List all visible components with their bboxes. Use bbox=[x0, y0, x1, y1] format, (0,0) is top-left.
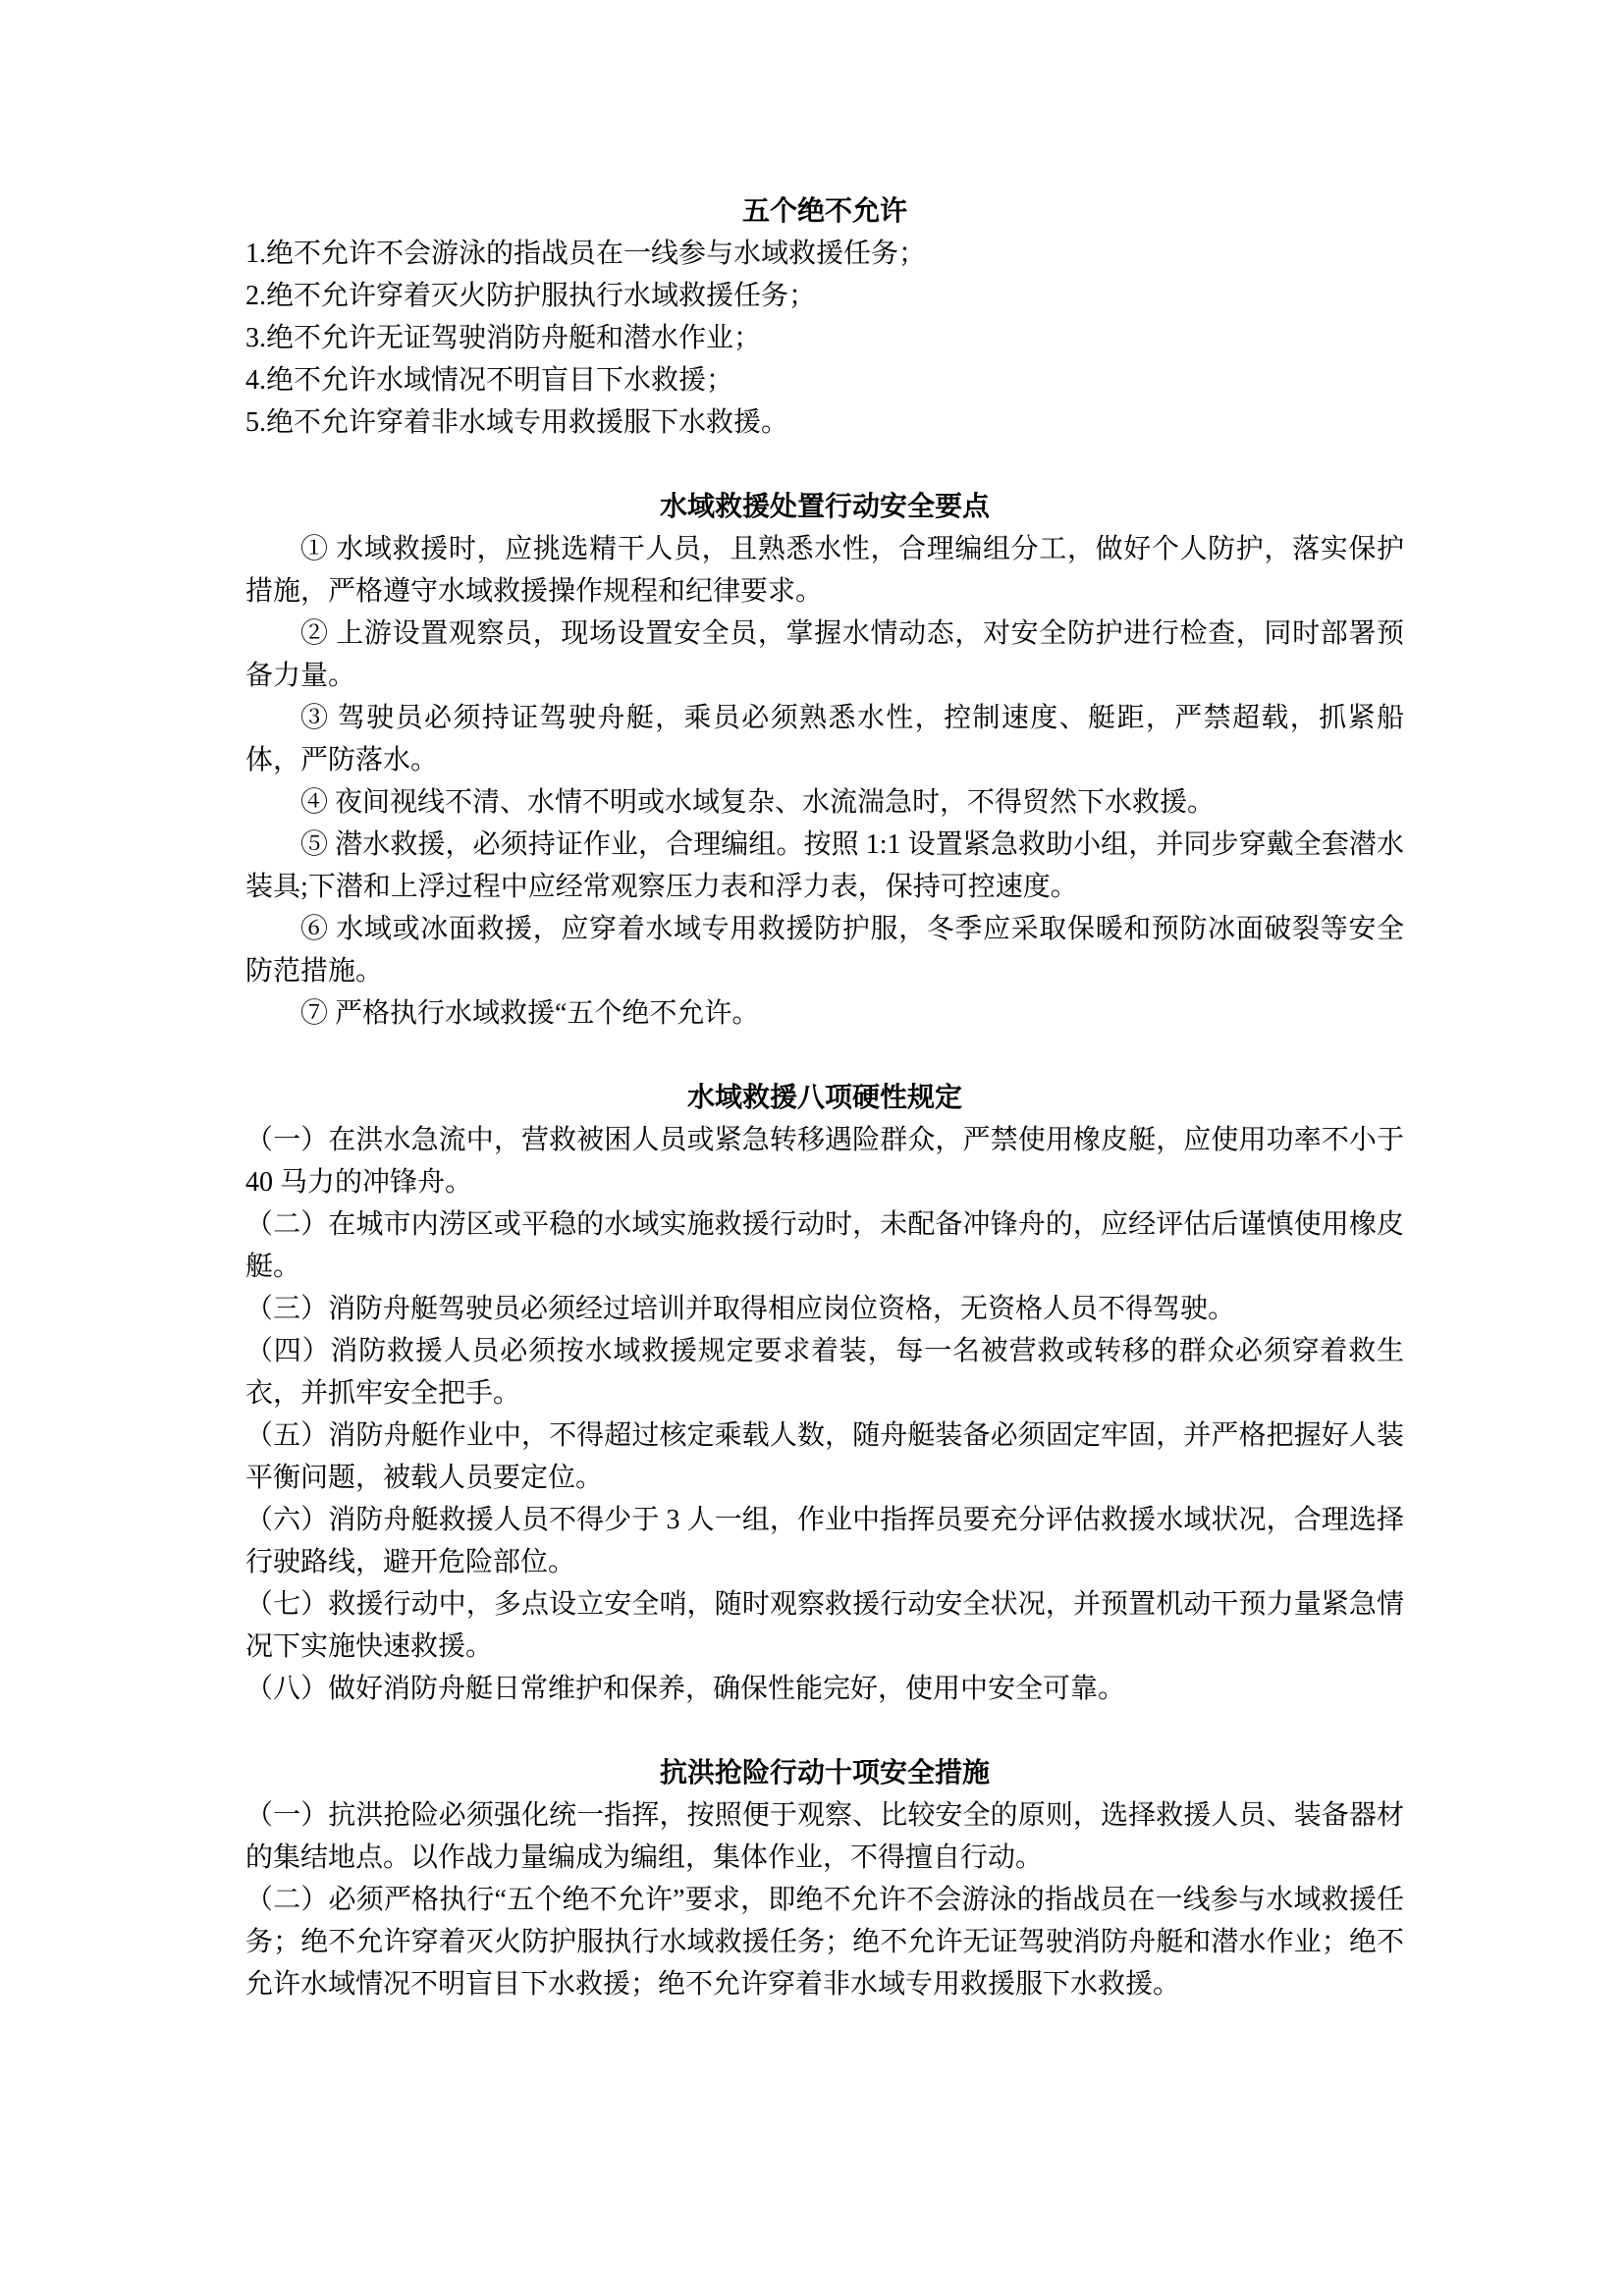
section-water-rescue-safety-points bbox=[245, 486, 1404, 1035]
section-title: 水域救援八项硬性规定 bbox=[686, 1083, 962, 1113]
paragraph: ⑥ 水域或冰面救援，应穿着水域专用救援防护服，冬季应采取保暖和预防冰面破裂等安全防范措施。 bbox=[245, 914, 1404, 987]
section-title: 抗洪抢险行动十项安全措施 bbox=[659, 1758, 990, 1789]
paragraph: 4.绝不允许水域情况不明盲目下水救援； bbox=[245, 365, 734, 396]
section-title: 五个绝不允许 bbox=[741, 196, 907, 227]
paragraph: （一）抗洪抢险必须强化统一指挥，按照便于观察、比较安全的原则，选择救援人员、装备器材的集结地点。以作战力量编成为编组，集体作业，不得擅自行动。 bbox=[245, 1800, 1404, 1873]
paragraph: （三）消防舟艇驾驶员必须经过培训并取得相应岗位资格，无资格人员不得驾驶。 bbox=[245, 1294, 1236, 1324]
section-title: 水域救援处置行动安全要点 bbox=[659, 492, 990, 522]
paragraph: （一）在洪水急流中，营救被困人员或紧急转移遇险群众，严禁使用橡皮艇，应使用功率不小于 40 马力的冲锋舟。 bbox=[245, 1125, 1404, 1198]
paragraph: ② 上游设置观察员，现场设置安全员，掌握水情动态，对安全防护进行检查，同时部署预备力量。 bbox=[245, 618, 1404, 691]
paragraph: 2.绝不允许穿着灭火防护服执行水域救援任务； bbox=[245, 281, 817, 311]
section-eight-rigid-rules bbox=[245, 1077, 1404, 1710]
paragraph: （二）必须严格执行“五个绝不允许”要求，即绝不允许不会游泳的指战员在一线参与水域救援任务；绝不允许穿着灭火防护服执行水域救援任务；绝不允许无证驾驶消防舟艇和潜水作业；绝不允许水域情况不明盲目下水救援；绝不允许穿着非水域专用救援服下水救援。 bbox=[245, 1885, 1404, 2000]
paragraph: ④ 夜间视线不清、水情不明或水域复杂、水流湍急时，不得贸然下水救援。 bbox=[300, 787, 1216, 818]
section-flood-fighting-measures bbox=[245, 1752, 1404, 2005]
paragraph: 3.绝不允许无证驾驶消防舟艇和潜水作业； bbox=[245, 323, 762, 353]
paragraph: （二）在城市内涝区或平稳的水域实施救援行动时，未配备冲锋舟的，应经评估后谨慎使用橡皮艇。 bbox=[245, 1209, 1404, 1282]
paragraph: （六）消防舟艇救援人员不得少于 3 人一组，作业中指挥员要充分评估救援水域状况，合理选择行驶路线，避开危险部位。 bbox=[245, 1505, 1404, 1577]
paragraph: 5.绝不允许穿着非水域专用救援服下水救援。 bbox=[245, 407, 789, 438]
paragraph: （四）消防救援人员必须按水域救援规定要求着装，每一名被营救或转移的群众必须穿着救生衣，并抓牢安全把手。 bbox=[245, 1336, 1404, 1409]
section-five-prohibitions bbox=[245, 190, 1404, 444]
paragraph: ⑦ 严格执行水域救援“五个绝不允许。 bbox=[300, 998, 760, 1029]
paragraph: ① 水域救援时，应挑选精干人员，且熟悉水性，合理编组分工，做好个人防护，落实保护措施，严格遵守水域救援操作规程和纪律要求。 bbox=[245, 534, 1404, 607]
paragraph: （八）做好消防舟艇日常维护和保养，确保性能完好，使用中安全可靠。 bbox=[245, 1674, 1126, 1704]
paragraph: 1.绝不允许不会游泳的指战员在一线参与水域救援任务； bbox=[245, 239, 927, 269]
paragraph: （七）救援行动中，多点设立安全哨，随时观察救援行动安全状况，并预置机动干预力量紧急情况下实施快速救援。 bbox=[245, 1589, 1404, 1662]
paragraph: ⑤ 潜水救援，必须持证作业，合理编组。按照 1:1 设置紧急救助小组，并同步穿戴全套潜水装具;下潜和上浮过程中应经常观察压力表和浮力表，保持可控速度。 bbox=[245, 829, 1404, 902]
paragraph: ③ 驾驶员必须持证驾驶舟艇，乘员必须熟悉水性，控制速度、艇距，严禁超载，抓紧船体，严防落水。 bbox=[245, 703, 1404, 775]
paragraph: （五）消防舟艇作业中，不得超过核定乘载人数，随舟艇装备必须固定牢固，并严格把握好人装平衡问题，被载人员要定位。 bbox=[245, 1420, 1404, 1493]
